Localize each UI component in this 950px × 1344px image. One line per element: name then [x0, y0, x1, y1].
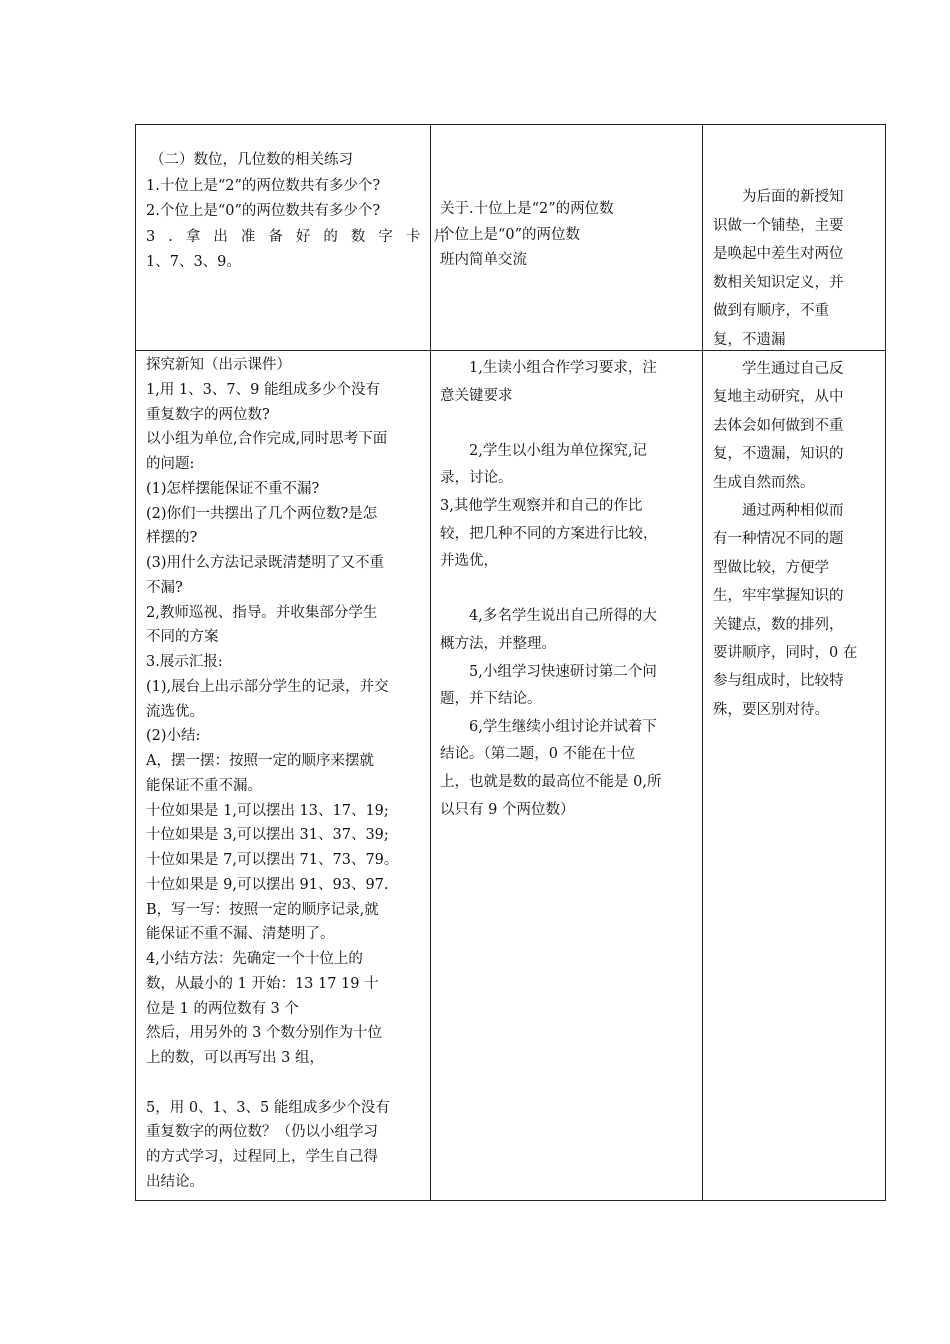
row2-col1-line: 十位如果是 9,可以摆出 91、93、97.	[146, 876, 389, 893]
row2-col2-line: 意关键要求	[440, 387, 513, 404]
row2-col1-line: 能保证不重不漏、清楚明了。	[146, 926, 335, 943]
row2-col2-line	[440, 410, 701, 438]
row2-col2-line	[440, 576, 701, 604]
row1-col1-line: （二）数位，几位数的相关练习	[150, 152, 353, 168]
row2-col2-line: 4,多名学生说出自己所得的大	[469, 608, 657, 625]
row1-col2-line: 个位上是“0”的两位数	[440, 226, 581, 243]
row2-col3-line: 生，牢牢掌握知识的	[713, 588, 844, 605]
row2-col1-line: 4,小结方法：先确定一个十位上的	[146, 951, 363, 967]
row2-col2-line: 6,学生继续小组讨论并试着下	[469, 718, 657, 735]
row2-col2-line: 较，把几种不同的方案进行比较，	[440, 525, 658, 542]
row2-col1-line: 的问题:	[146, 456, 195, 472]
row1-col2-line: 班内简单交流	[440, 252, 527, 269]
row2-activity-cell	[146, 353, 429, 1195]
row2-col2-line: 2,学生以小组为单位探究,记	[469, 442, 647, 459]
row2-col3-line: 去体会如何做到不重	[713, 417, 844, 434]
row2-col1-line: 不同的方案	[146, 629, 219, 646]
row2-col1-line: (1),展台上出示部分学生的记录，并交	[146, 678, 389, 695]
row1-intent-cell	[713, 183, 880, 354]
row2-col2-line: 结论。（第二题，0 不能在十位	[440, 746, 636, 763]
row2-col2-line: 1,生读小组合作学习要求，注	[469, 360, 657, 376]
row1-student-cell	[440, 197, 701, 274]
row2-col3-line: 生成自然而然。	[713, 474, 815, 491]
column-divider-2	[702, 125, 703, 1200]
row2-col1-line: 探究新知（出示课件）	[146, 357, 291, 373]
row2-col3-line: 参与组成时，比较特	[713, 673, 844, 690]
row2-col1-line: 数，从最小的 1 开始：13 17 19 十	[146, 975, 379, 992]
row2-col3-line: 有一种情况不同的题	[713, 531, 844, 548]
row2-col3-line: 学生通过自己反	[742, 361, 844, 377]
row2-col1-line: (1)怎样摆能保证不重不漏?	[146, 480, 320, 497]
row2-col1-line: 2,教师巡视、指导。并收集部分学生	[146, 604, 378, 621]
row1-col1-line: 3.拿出准备好的数字卡片	[146, 228, 461, 245]
row1-col1-line: 1.十位上是“2”的两位数共有多少个?	[146, 177, 381, 194]
row2-col1-line: 十位如果是 7,可以摆出 71、73、79。	[146, 852, 399, 868]
row2-student-cell	[440, 355, 701, 824]
row2-col3-line: 殊，要区别对待。	[713, 701, 829, 718]
row2-col1-line: 5，用 0、1、3、5 能组成多少个没有	[146, 1099, 390, 1116]
row2-col1-line: A，摆一摆：按照一定的顺序来摆就	[146, 753, 374, 769]
row2-col1-line: 然后，用另外的 3 个数分别作为十位	[146, 1025, 382, 1042]
row2-col1-line: 上的数，可以再写出 3 组，	[146, 1050, 324, 1066]
row2-col1-line: 出结论。	[146, 1173, 204, 1190]
row2-col2-line: 3,其他学生观察并和自己的作比	[440, 497, 643, 514]
row2-col1-line: B，写一写：按照一定的顺序记录,就	[146, 901, 379, 918]
row2-col1-line: (2)你们一共摆出了几个两位数?是怎	[146, 505, 378, 522]
lesson-table	[135, 124, 886, 1201]
column-divider-1	[430, 125, 431, 1200]
row2-col1-line: 以小组为单位,合作完成,同时思考下面	[146, 431, 388, 448]
row2-col1-line: 的方式学习，过程同上，学生自己得	[146, 1149, 378, 1165]
row2-col2-line: 题，并下结论。	[440, 691, 542, 708]
row2-col2-line: 上，也就是数的最高位不能是 0,所	[440, 773, 662, 790]
row2-col1-line: 不漏?	[146, 579, 183, 596]
row1-col3-line: 识做一个铺垫，主要	[713, 217, 844, 234]
row1-col1-line: 2.个位上是“0”的两位数共有多少个?	[146, 203, 381, 220]
row2-col1-line: 1,用 1、3、7、9 能组成多少个没有	[146, 381, 380, 398]
row2-col3-line: 复，不遗漏，知识的	[713, 446, 844, 463]
row2-col2-line: 以只有 9 个两位数）	[440, 801, 575, 818]
row2-col1-line: 重复数字的两位数？（仍以小组学习	[146, 1124, 378, 1141]
row2-col2-line: 录，讨论。	[440, 470, 513, 487]
row1-col3-line: 数相关知识定义，并	[713, 274, 844, 291]
row2-col1-line: 重复数字的两位数?	[146, 406, 270, 423]
row2-col1-line: 3.展示汇报:	[146, 654, 223, 670]
row2-col1-line: 能保证不重不漏。	[146, 777, 262, 794]
row2-col3-line: 型做比较，方便学	[713, 559, 829, 576]
row2-col1-line: 流选优。	[146, 703, 204, 720]
row2-intent-cell	[713, 355, 880, 724]
row2-col1-line: (2)小结:	[146, 728, 201, 745]
row2-col2-line: 概方法，并整理。	[440, 635, 556, 652]
row1-col1-line: 1、7、3、9。	[146, 254, 241, 271]
row1-col3-line: 做到有顺序，不重	[713, 303, 829, 319]
row2-col3-line: 要讲顺序，同时，0 在	[713, 645, 858, 662]
row2-col1-line	[146, 1071, 429, 1096]
row2-col2-line: 并选优，	[440, 553, 498, 570]
row2-col1-line: 位是 1 的两位数有 3 个	[146, 1000, 299, 1017]
row1-activity-cell	[146, 148, 461, 276]
row1-col3-line: 为后面的新授知	[742, 189, 844, 205]
row1-col3-line: 复，不遗漏	[713, 331, 786, 348]
row1-col2-line: 关于.十位上是“2”的两位数	[440, 201, 614, 217]
row2-col3-line: 复地主动研究，从中	[713, 389, 844, 406]
row2-col1-line: 样摆的?	[146, 530, 198, 547]
row2-col1-line: 十位如果是 1,可以摆出 13、17、19;	[146, 802, 389, 819]
row2-col3-line: 通过两种相似而	[742, 503, 844, 520]
row2-col3-line: 关键点，数的排列，	[713, 616, 844, 633]
row2-col1-line: (3)用什么方法记录既清楚明了又不重	[146, 555, 385, 571]
row2-col2-line: 5,小组学习快速研讨第二个问	[469, 663, 657, 680]
row1-col3-line: 是唤起中差生对两位	[713, 246, 844, 262]
row2-col1-line: 十位如果是 3,可以摆出 31、37、39;	[146, 827, 389, 844]
